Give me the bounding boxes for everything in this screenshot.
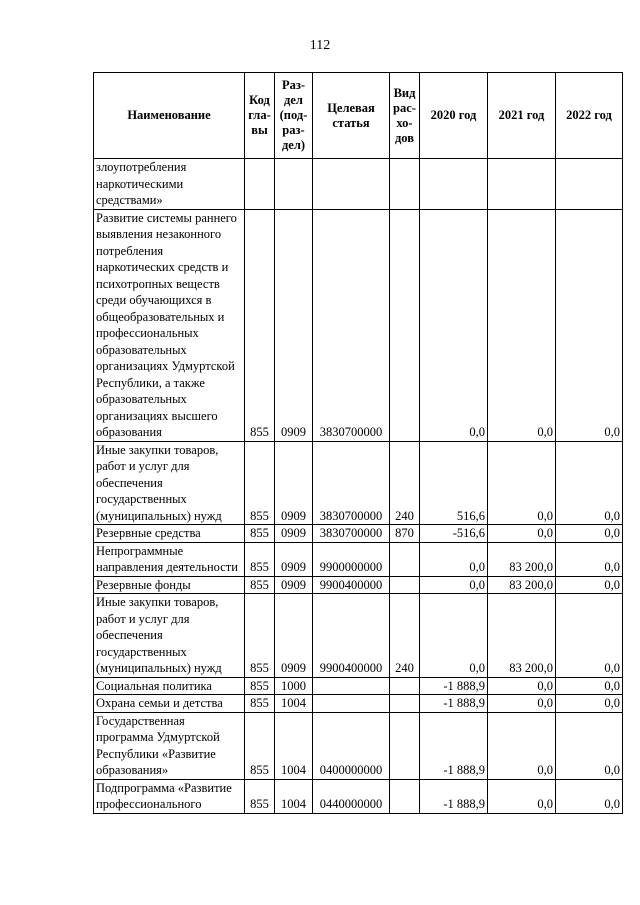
cell-year-2020: 0,0 bbox=[420, 209, 488, 441]
cell-year-2020: -1 888,9 bbox=[420, 779, 488, 813]
table-row bbox=[94, 576, 623, 594]
cell-year-2021: 0,0 bbox=[488, 712, 556, 779]
cell-name: Резервные фонды bbox=[94, 576, 245, 594]
cell-expense-type bbox=[390, 542, 420, 576]
cell-target-article: 9900400000 bbox=[313, 594, 390, 678]
cell-expense-type bbox=[390, 209, 420, 441]
cell-year-2020: 0,0 bbox=[420, 542, 488, 576]
cell-target-article: 3830700000 bbox=[313, 525, 390, 543]
cell-year-2021: 0,0 bbox=[488, 209, 556, 441]
cell-year-2021: 0,0 bbox=[488, 525, 556, 543]
cell-expense-type bbox=[390, 576, 420, 594]
cell-name: Резервные средства bbox=[94, 525, 245, 543]
header-year-2022: 2022 год bbox=[556, 73, 623, 159]
cell-expense-type bbox=[390, 677, 420, 695]
cell-section: 1000 bbox=[275, 677, 313, 695]
cell-year-2020: -1 888,9 bbox=[420, 695, 488, 713]
header-expense-type: Вид рас-хо-дов bbox=[390, 73, 420, 159]
cell-expense-type: 240 bbox=[390, 594, 420, 678]
cell-section: 1004 bbox=[275, 712, 313, 779]
table-row bbox=[94, 695, 623, 713]
cell-year-2020: 516,6 bbox=[420, 441, 488, 525]
cell-name: Подпрограмма «Развитие профессионального bbox=[94, 779, 245, 813]
table-row bbox=[94, 542, 623, 576]
cell-chapter-code: 855 bbox=[245, 695, 275, 713]
cell-year-2021: 0,0 bbox=[488, 779, 556, 813]
cell-year-2021: 0,0 bbox=[488, 441, 556, 525]
cell-year-2021: 83 200,0 bbox=[488, 594, 556, 678]
cell-chapter-code: 855 bbox=[245, 677, 275, 695]
header-chapter-code: Код гла-вы bbox=[245, 73, 275, 159]
cell-year-2022: 0,0 bbox=[556, 441, 623, 525]
cell-chapter-code bbox=[245, 159, 275, 210]
cell-section: 0909 bbox=[275, 594, 313, 678]
cell-name: Непрограммные направления деятельности bbox=[94, 542, 245, 576]
cell-section: 0909 bbox=[275, 576, 313, 594]
cell-chapter-code: 855 bbox=[245, 779, 275, 813]
cell-chapter-code: 855 bbox=[245, 441, 275, 525]
cell-year-2020 bbox=[420, 159, 488, 210]
table-row bbox=[94, 779, 623, 813]
cell-year-2022: 0,0 bbox=[556, 542, 623, 576]
header-year-2020: 2020 год bbox=[420, 73, 488, 159]
cell-section: 0909 bbox=[275, 542, 313, 576]
cell-section: 0909 bbox=[275, 441, 313, 525]
cell-year-2020: 0,0 bbox=[420, 594, 488, 678]
header-year-2021: 2021 год bbox=[488, 73, 556, 159]
cell-target-article: 0400000000 bbox=[313, 712, 390, 779]
cell-section bbox=[275, 159, 313, 210]
header-target-article: Целевая статья bbox=[313, 73, 390, 159]
cell-expense-type bbox=[390, 695, 420, 713]
table-body bbox=[94, 159, 623, 814]
cell-target-article: 9900000000 bbox=[313, 542, 390, 576]
cell-chapter-code: 855 bbox=[245, 594, 275, 678]
cell-year-2022: 0,0 bbox=[556, 695, 623, 713]
header-name: Наименование bbox=[94, 73, 245, 159]
cell-year-2022: 0,0 bbox=[556, 677, 623, 695]
cell-chapter-code: 855 bbox=[245, 576, 275, 594]
cell-chapter-code: 855 bbox=[245, 525, 275, 543]
table-row bbox=[94, 441, 623, 525]
budget-table bbox=[93, 72, 623, 814]
cell-target-article bbox=[313, 159, 390, 210]
cell-target-article bbox=[313, 677, 390, 695]
table-row bbox=[94, 677, 623, 695]
cell-name: Развитие системы раннего выявления незаконного потребления наркотических средств и психотропных веществ среди обучающихся в общеобразовательных и профессиональных образовательных организациях Удмуртской Республики, а также образовательных организациях высшего образования bbox=[94, 209, 245, 441]
page-number: 112 bbox=[309, 38, 331, 53]
table-row bbox=[94, 594, 623, 678]
cell-section: 1004 bbox=[275, 695, 313, 713]
cell-name: Иные закупки товаров, работ и услуг для обеспечения государственных (муниципальных) нужд bbox=[94, 441, 245, 525]
cell-name: злоупотребления наркотическими средствами» bbox=[94, 159, 245, 210]
cell-year-2020: -1 888,9 bbox=[420, 677, 488, 695]
cell-year-2022: 0,0 bbox=[556, 209, 623, 441]
cell-target-article bbox=[313, 695, 390, 713]
header-section: Раз-дел (под-раз-дел) bbox=[275, 73, 313, 159]
cell-chapter-code: 855 bbox=[245, 542, 275, 576]
cell-section: 0909 bbox=[275, 209, 313, 441]
cell-year-2021 bbox=[488, 159, 556, 210]
cell-name: Социальная политика bbox=[94, 677, 245, 695]
cell-target-article: 3830700000 bbox=[313, 441, 390, 525]
cell-year-2021: 0,0 bbox=[488, 695, 556, 713]
table-header bbox=[94, 73, 623, 159]
cell-name: Охрана семьи и детства bbox=[94, 695, 245, 713]
cell-expense-type: 870 bbox=[390, 525, 420, 543]
cell-chapter-code: 855 bbox=[245, 712, 275, 779]
cell-year-2022 bbox=[556, 159, 623, 210]
table-row bbox=[94, 712, 623, 779]
cell-chapter-code: 855 bbox=[245, 209, 275, 441]
cell-expense-type bbox=[390, 712, 420, 779]
cell-year-2020: -1 888,9 bbox=[420, 712, 488, 779]
cell-year-2022: 0,0 bbox=[556, 779, 623, 813]
cell-year-2022: 0,0 bbox=[556, 576, 623, 594]
cell-section: 1004 bbox=[275, 779, 313, 813]
cell-expense-type: 240 bbox=[390, 441, 420, 525]
cell-section: 0909 bbox=[275, 525, 313, 543]
cell-year-2021: 83 200,0 bbox=[488, 576, 556, 594]
cell-target-article: 9900400000 bbox=[313, 576, 390, 594]
cell-year-2021: 0,0 bbox=[488, 677, 556, 695]
cell-name: Государственная программа Удмуртской Республики «Развитие образования» bbox=[94, 712, 245, 779]
table-row bbox=[94, 209, 623, 441]
cell-year-2022: 0,0 bbox=[556, 525, 623, 543]
table-row bbox=[94, 525, 623, 543]
cell-expense-type bbox=[390, 779, 420, 813]
table-row bbox=[94, 159, 623, 210]
cell-year-2022: 0,0 bbox=[556, 594, 623, 678]
cell-target-article: 0440000000 bbox=[313, 779, 390, 813]
cell-target-article: 3830700000 bbox=[313, 209, 390, 441]
cell-expense-type bbox=[390, 159, 420, 210]
cell-year-2022: 0,0 bbox=[556, 712, 623, 779]
cell-year-2020: 0,0 bbox=[420, 576, 488, 594]
cell-name: Иные закупки товаров, работ и услуг для обеспечения государственных (муниципальных) нужд bbox=[94, 594, 245, 678]
cell-year-2020: -516,6 bbox=[420, 525, 488, 543]
cell-year-2021: 83 200,0 bbox=[488, 542, 556, 576]
